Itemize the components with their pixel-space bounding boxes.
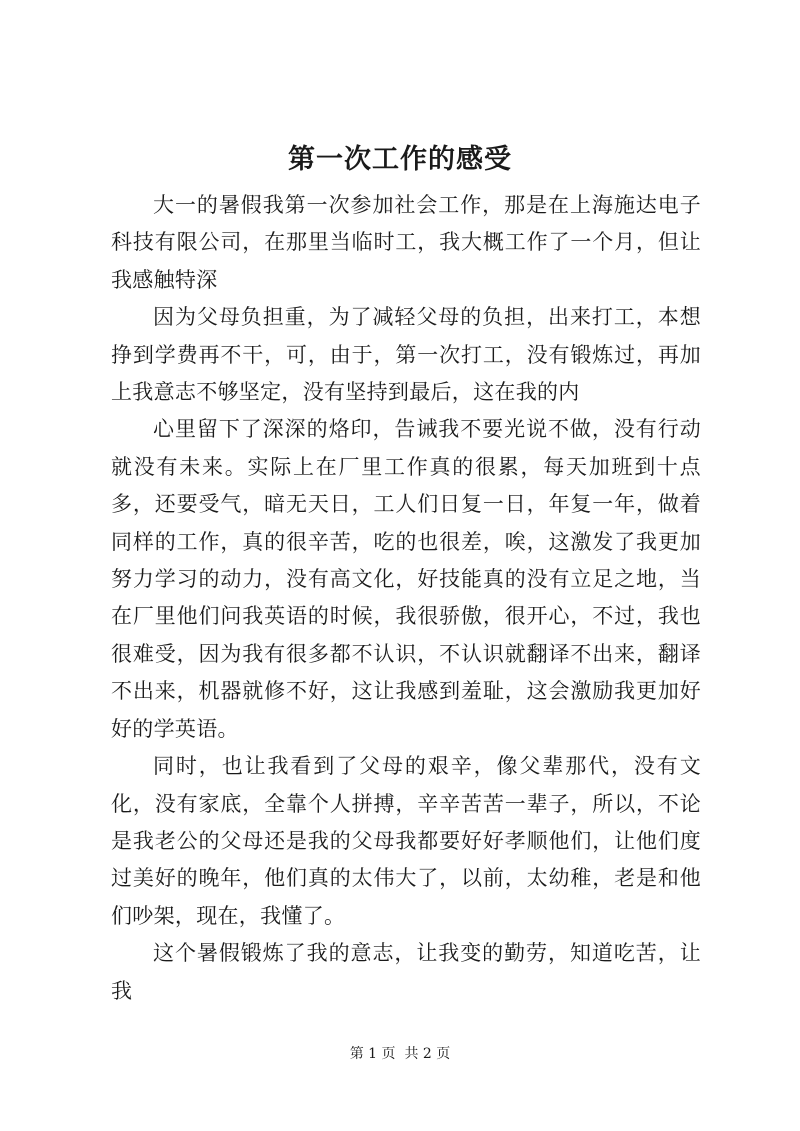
paragraph-1: 大一的暑假我第一次参加社会工作，那是在上海施达电子科技有限公司，在那里当临时工，我大概工作了一个月，但让我感触特深 [111,193,701,292]
document-title: 第一次工作的感受 [288,144,512,175]
paragraph-4: 同时，也让我看到了父母的艰辛，像父辈那代，没有文化，没有家底，全靠个人拼搏，辛辛苦苦一辈子，所以，不论是我老公的父母还是我的父母我都要好好孝顺他们，让他们度过美好的晚年，他们真的太伟大了，以前，太幼稚，老是和他们吵架，现在，我懂了。 [111,754,701,928]
document-body [111,187,701,1010]
paragraph-3: 心里留下了深深的烙印，告诫我不要光说不做，没有行动就没有未来。实际上在厂里工作真的很累，每天加班到十点多，还要受气，暗无天日，工人们日复一日，年复一年，做着同样的工作，真的很辛苦，吃的也很差，唉，这激发了我更加努力学习的动力，没有高文化，好技能真的没有立足之地，当在厂里他们问我英语的时候，我很骄傲，很开心，不过，我也很难受，因为我有很多都不认识，不认识就翻译不出来，翻译不出来，机器就修不好，这让我感到羞耻，这会激励我更加好好的学英语。 [111,417,701,741]
paragraph-5: 这个暑假锻炼了我的意志，让我变的勤劳，知道吃苦，让我 [111,941,701,1003]
paragraph-2: 因为父母负担重，为了减轻父母的负担，出来打工，本想挣到学费再不干，可，由于，第一次打工，没有锻炼过，再加上我意志不够坚定，没有坚持到最后，这在我的内 [111,305,701,405]
page-footer [0,1044,800,1064]
page-number: 第 1 页 共 2 页 [349,1046,451,1062]
